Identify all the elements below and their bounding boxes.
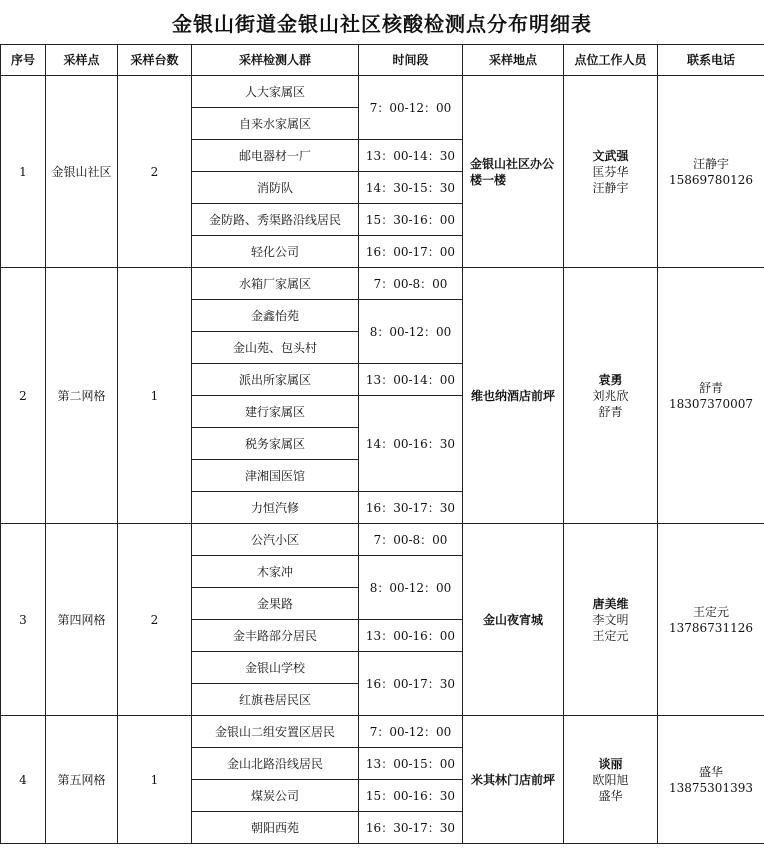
staff-lead: 文武强 xyxy=(592,148,629,163)
crowd-cell: 红旗巷居民区 xyxy=(192,684,359,716)
sampling-location: 金银山社区办公楼一楼 xyxy=(470,156,555,187)
sampling-location-cell xyxy=(463,76,564,268)
crowd-cell: 金银山学校 xyxy=(192,652,359,684)
sampling-count: 1 xyxy=(118,716,192,844)
contact-name: 舒青 xyxy=(698,380,723,395)
contact-name: 盛华 xyxy=(698,764,723,779)
crowd-cell: 金丰路部分居民 xyxy=(192,620,359,652)
header-cell: 采样点 xyxy=(46,45,118,76)
row-number: 2 xyxy=(1,268,46,524)
time-slot: 7：00-12：00 xyxy=(359,716,463,748)
time-slot: 7：00-8：00 xyxy=(359,524,463,556)
time-slot: 16：30-17：30 xyxy=(359,492,463,524)
staff-member: 刘兆欣 xyxy=(592,388,629,403)
time-slot: 14：30-15：30 xyxy=(359,172,463,204)
staff-member: 欧阳旭 xyxy=(592,772,629,787)
sampling-site: 金银山社区 xyxy=(46,76,118,268)
sampling-location: 维也纳酒店前坪 xyxy=(470,388,555,403)
crowd-cell: 金山苑、包头村 xyxy=(192,332,359,364)
staff-member: 王定元 xyxy=(592,628,629,643)
staff-member: 盛华 xyxy=(598,788,623,803)
crowd-cell: 人大家属区 xyxy=(192,76,359,108)
contact-phone: 18307370007 xyxy=(669,396,753,411)
time-slot: 13：00-14：00 xyxy=(359,364,463,396)
staff-member: 李文明 xyxy=(592,612,629,627)
sampling-location: 金山夜宵城 xyxy=(482,612,543,627)
staff-cell xyxy=(564,716,658,844)
crowd-cell: 津湘国医馆 xyxy=(192,460,359,492)
crowd-cell: 建行家属区 xyxy=(192,396,359,428)
crowd-cell: 金防路、秀渠路沿线居民 xyxy=(192,204,359,236)
crowd-cell: 税务家属区 xyxy=(192,428,359,460)
time-slot: 8：00-12：00 xyxy=(359,556,463,620)
row-number: 4 xyxy=(1,716,46,844)
sampling-site: 第二网格 xyxy=(46,268,118,524)
header-cell: 采样台数 xyxy=(118,45,192,76)
crowd-cell: 金鑫怡苑 xyxy=(192,300,359,332)
table-row xyxy=(1,76,764,108)
header-cell: 采样地点 xyxy=(463,45,564,76)
time-slot: 8：00-12：00 xyxy=(359,300,463,364)
time-slot: 15：30-16：00 xyxy=(359,204,463,236)
header-cell: 采样检测人群 xyxy=(192,45,359,76)
time-slot: 14：00-16：30 xyxy=(359,396,463,492)
table-row xyxy=(1,716,764,748)
contact-phone: 13875301393 xyxy=(669,780,753,795)
header-row xyxy=(1,45,764,76)
crowd-cell: 邮电器材一厂 xyxy=(192,140,359,172)
table-row xyxy=(1,524,764,556)
sampling-count: 2 xyxy=(118,524,192,716)
crowd-cell: 金山北路沿线居民 xyxy=(192,748,359,780)
sampling-location-cell xyxy=(463,716,564,844)
staff-cell xyxy=(564,524,658,716)
sampling-location-cell xyxy=(463,524,564,716)
contact-cell xyxy=(658,524,764,716)
staff-lead: 袁勇 xyxy=(598,372,623,387)
header-cell: 序号 xyxy=(1,45,46,76)
time-slot: 7：00-8：00 xyxy=(359,268,463,300)
test-site-table xyxy=(0,44,764,844)
staff-lead: 唐美维 xyxy=(592,596,629,611)
contact-name: 汪静宇 xyxy=(692,156,729,171)
time-slot: 7：00-12：00 xyxy=(359,76,463,140)
crowd-cell: 力恒汽修 xyxy=(192,492,359,524)
header-cell: 点位工作人员 xyxy=(564,45,658,76)
time-slot: 15：00-16：30 xyxy=(359,780,463,812)
crowd-cell: 金果路 xyxy=(192,588,359,620)
time-slot: 13：00-16：00 xyxy=(359,620,463,652)
row-number: 1 xyxy=(1,76,46,268)
contact-name: 王定元 xyxy=(692,604,729,619)
crowd-cell: 自来水家属区 xyxy=(192,108,359,140)
staff-lead: 谈丽 xyxy=(598,756,623,771)
contact-cell xyxy=(658,268,764,524)
time-slot: 13：00-14：30 xyxy=(359,140,463,172)
crowd-cell: 金银山二组安置区居民 xyxy=(192,716,359,748)
time-slot: 16：30-17：30 xyxy=(359,812,463,844)
header-cell: 时间段 xyxy=(359,45,463,76)
row-number: 3 xyxy=(1,524,46,716)
time-slot: 16：00-17：30 xyxy=(359,652,463,716)
staff-member: 舒青 xyxy=(598,404,623,419)
crowd-cell: 木家冲 xyxy=(192,556,359,588)
contact-cell xyxy=(658,76,764,268)
page-title: 金银山街道金银山社区核酸检测点分布明细表 xyxy=(172,11,592,36)
staff-member: 汪静宇 xyxy=(592,180,629,195)
time-slot: 13：00-15：00 xyxy=(359,748,463,780)
staff-cell xyxy=(564,268,658,524)
staff-member: 匡芬华 xyxy=(592,164,629,179)
sampling-location-cell xyxy=(463,268,564,524)
sampling-count: 2 xyxy=(118,76,192,268)
contact-phone: 15869780126 xyxy=(669,172,753,187)
contact-cell xyxy=(658,716,764,844)
contact-phone: 13786731126 xyxy=(669,620,753,635)
sampling-count: 1 xyxy=(118,268,192,524)
crowd-cell: 煤炭公司 xyxy=(192,780,359,812)
sampling-location: 米其林门店前坪 xyxy=(470,772,555,787)
crowd-cell: 朝阳西苑 xyxy=(192,812,359,844)
crowd-cell: 消防队 xyxy=(192,172,359,204)
crowd-cell: 轻化公司 xyxy=(192,236,359,268)
sampling-site: 第五网格 xyxy=(46,716,118,844)
table-row xyxy=(1,268,764,300)
header-cell: 联系电话 xyxy=(658,45,764,76)
staff-cell xyxy=(564,76,658,268)
crowd-cell: 派出所家属区 xyxy=(192,364,359,396)
time-slot: 16：00-17：00 xyxy=(359,236,463,268)
sampling-site: 第四网格 xyxy=(46,524,118,716)
crowd-cell: 水箱厂家属区 xyxy=(192,268,359,300)
crowd-cell: 公汽小区 xyxy=(192,524,359,556)
